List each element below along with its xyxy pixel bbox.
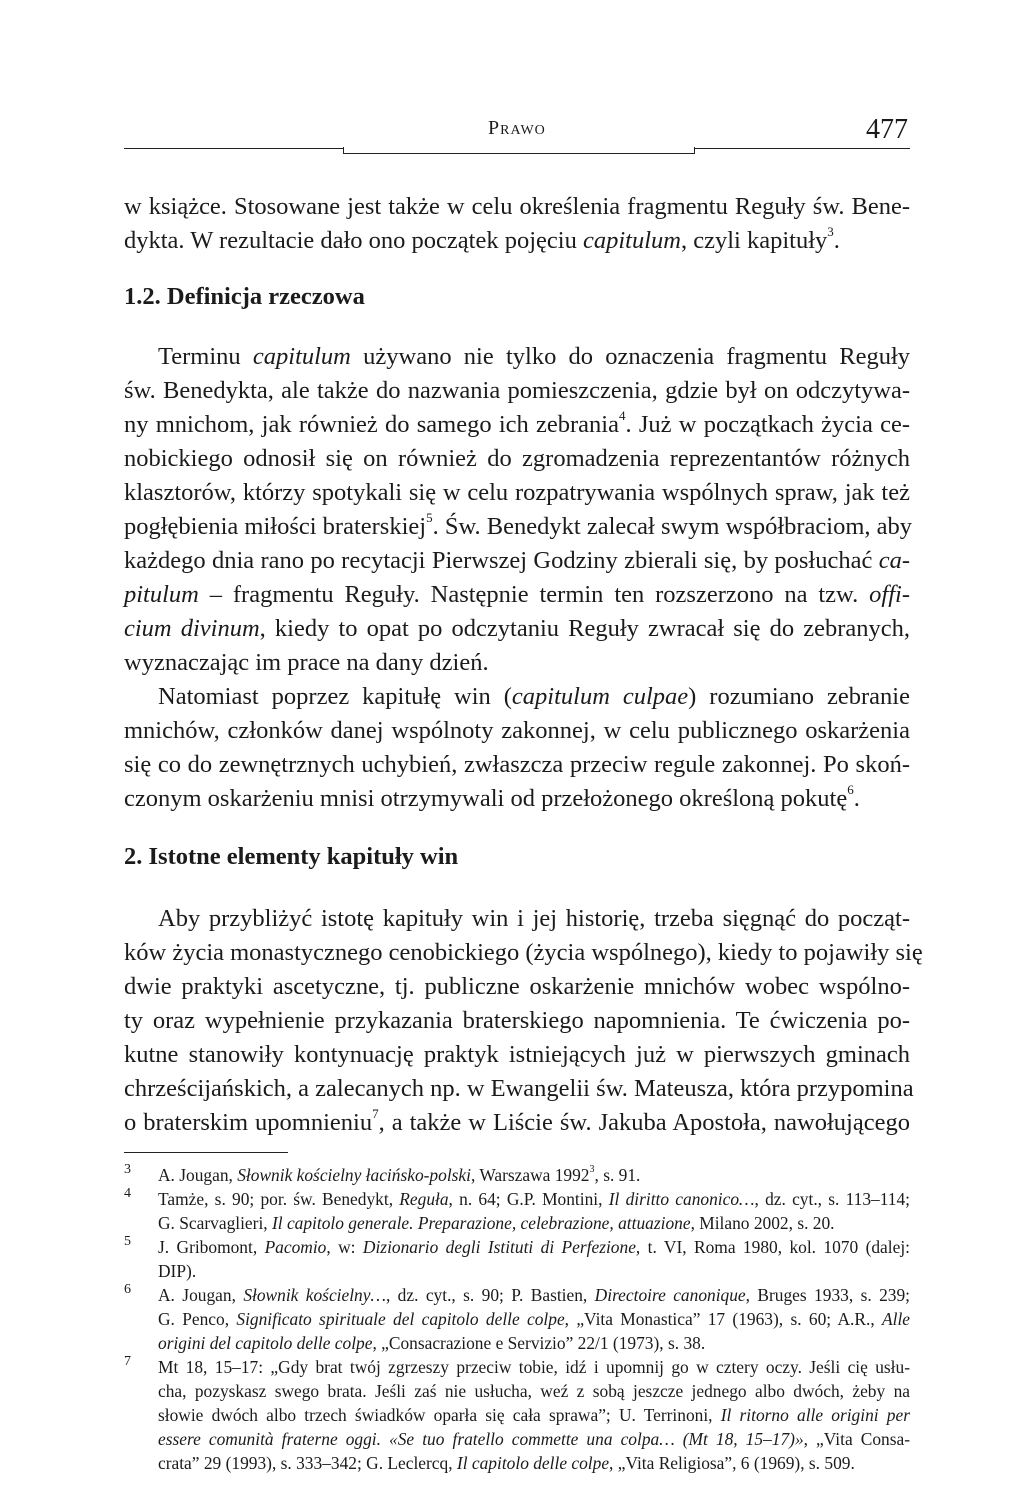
footnote-number: 4	[124, 1186, 131, 1201]
footnote-line: DIP).	[158, 1261, 197, 1281]
body-line: o braterskim upomnieniu$^7$, a także w Liście św. Jakuba Apostoła, nawołującego	[124, 1106, 910, 1136]
body-line: dwie praktyki ascetyczne, tj. publiczne oskarżenie mnichów wobec wspólno-	[124, 973, 910, 1000]
body-line: Terminu capitulum używano nie tylko do oznaczenia fragmentu Reguły	[158, 343, 910, 370]
body-line: chrześcijańskich, a zalecanych np. w Ewangelii św. Mateusza, która przypomina	[124, 1075, 914, 1102]
body-line: Aby przybliżyć istotę kapituły win i jej historię, trzeba sięgnąć do począt-	[158, 905, 910, 932]
footnote-line: A. Jougan, Słownik kościelny łacińsko-polski, Warszawa 1992$^3$, s. 91.	[158, 1164, 641, 1185]
footnote-line: słowie dwóch albo trzech świadków oparła się cała sprawa”; U. Terrinoni, Il ritorno alle origini per	[158, 1405, 910, 1425]
footnote-ref[interactable]: 3	[827, 224, 834, 239]
footnote-ref[interactable]: 7	[372, 1106, 379, 1121]
body-line: Natomiast poprzez kapitułę win (capitulum culpae) rozumiano zebranie	[158, 683, 910, 710]
body-line: klasztorów, którzy spotykali się w celu rozpatrywania wspólnych spraw, jak też	[124, 479, 910, 506]
body-line: kutne stanowiły kontynuację praktyk istniejących już w pierwszych gminach	[124, 1041, 910, 1068]
body-line: św. Benedykta, ale także do nazwania pomieszczenia, gdzie był on odczytywa-	[124, 377, 910, 404]
body-line: dykta. W rezultacie dało ono początek pojęciu capitulum, czyli kapituły$^3$.	[124, 224, 840, 254]
body-line: pogłębienia miłości braterskiej$^5$. Św. Benedykt zalecał swym współbraciom, aby	[124, 510, 913, 540]
page-number: 477	[866, 114, 908, 145]
footnote-line: A. Jougan, Słownik kościelny…, dz. cyt., s. 90; P. Bastien, Directoire canonique, Bruges 1933, s. 239;	[158, 1285, 910, 1305]
body-line: wyznaczając im prace na dany dzień.	[124, 649, 489, 676]
footnote-ref[interactable]: 6	[847, 782, 854, 797]
body-line: ty oraz wypełnienie przykazania braterskiego napomnienia. Te ćwiczenia po-	[124, 1007, 910, 1034]
body-line: cium divinum, kiedy to opat po odczytaniu Reguły zwracał się do zebranych,	[124, 615, 910, 642]
footnote-number: 5	[124, 1234, 131, 1249]
footnote-number: 6	[124, 1282, 131, 1297]
footnote-line: G. Scarvaglieri, Il capitolo generale. Preparazione, celebrazione, attuazione, Milano 2002, s. 20.	[158, 1213, 835, 1233]
body-line: w książce. Stosowane jest także w celu określenia fragmentu Reguły św. Bene-	[124, 193, 910, 220]
header-rule-box	[343, 147, 695, 154]
footnote-line: cha, pozyskasz swego brata. Jeśli zaś nie usłucha, weź z sobą jeszcze jednego albo dwóch, żeby na	[158, 1381, 910, 1401]
footnote-line: Mt 18, 15–17: „Gdy brat twój zgrzeszy przeciw tobie, idź i upomnij go w cztery oczy. Jeśli cię usłu-	[158, 1357, 910, 1377]
body-line: się co do zewnętrznych uchybień, zwłaszcza przeciw regule zakonnej. Po skoń-	[124, 751, 910, 778]
body-line: nobickiego odnosił się on również do zgromadzenia reprezentantów różnych	[124, 445, 910, 472]
body-line: pitulum – fragmentu Reguły. Następnie termin ten rozszerzono na tzw. offi-	[124, 581, 910, 608]
footnote-line: essere comunità fraterne oggi. «Se tuo fratello commette una colpa… (Mt 18, 15–17)», „Vita Consa-	[158, 1429, 910, 1449]
footnote-number: 7	[124, 1354, 131, 1369]
body-line: ny mnichom, jak również do samego ich zebrania$^4$. Już w początkach życia ce-	[124, 408, 910, 438]
footnote-ref[interactable]: 5	[426, 510, 433, 525]
footnote-ref[interactable]: 4	[619, 408, 626, 423]
footnote-line: crata” 29 (1993), s. 333–342; G. Leclercq, Il capitolo delle colpe, „Vita Religiosa”, 6 (1969), s. 509.	[158, 1453, 855, 1473]
body-line: ków życia monastycznego cenobickiego (życia wspólnego), kiedy to pojawiły się	[124, 939, 923, 966]
section-heading: 1.2. Definicja rzeczowa	[124, 283, 365, 310]
body-line: czonym oskarżeniu mnisi otrzymywali od przełożonego określoną pokutę$^6$.	[124, 782, 860, 812]
footnote-line: G. Penco, Significato spirituale del capitolo delle colpe, „Vita Monastica” 17 (1963), s. 60; A.R., Alle	[158, 1309, 910, 1329]
section-heading: 2. Istotne elementy kapituły win	[124, 843, 459, 870]
body-line: każdego dnia rano po recytacji Pierwszej Godziny zbierali się, by posłuchać ca-	[124, 547, 910, 574]
running-title: Prawo	[488, 117, 546, 139]
footnote-line: J. Gribomont, Pacomio, w: Dizionario degli Istituti di Perfezione, t. VI, Roma 1980, kol. 1070 (dalej:	[158, 1237, 910, 1257]
footnote-rule	[124, 1152, 288, 1153]
footnote-line: origini del capitolo delle colpe, „Consacrazione e Servizio” 22/1 (1973), s. 38.	[158, 1333, 706, 1353]
footnote-line: Tamże, s. 90; por. św. Benedykt, Reguła, n. 64; G.P. Montini, Il diritto canonico…, dz. cyt., s. 113–114;	[158, 1189, 910, 1209]
body-line: mnichów, członków danej wspólnoty zakonnej, w celu publicznego oskarżenia	[124, 717, 910, 744]
footnote-number: 3	[124, 1162, 131, 1177]
